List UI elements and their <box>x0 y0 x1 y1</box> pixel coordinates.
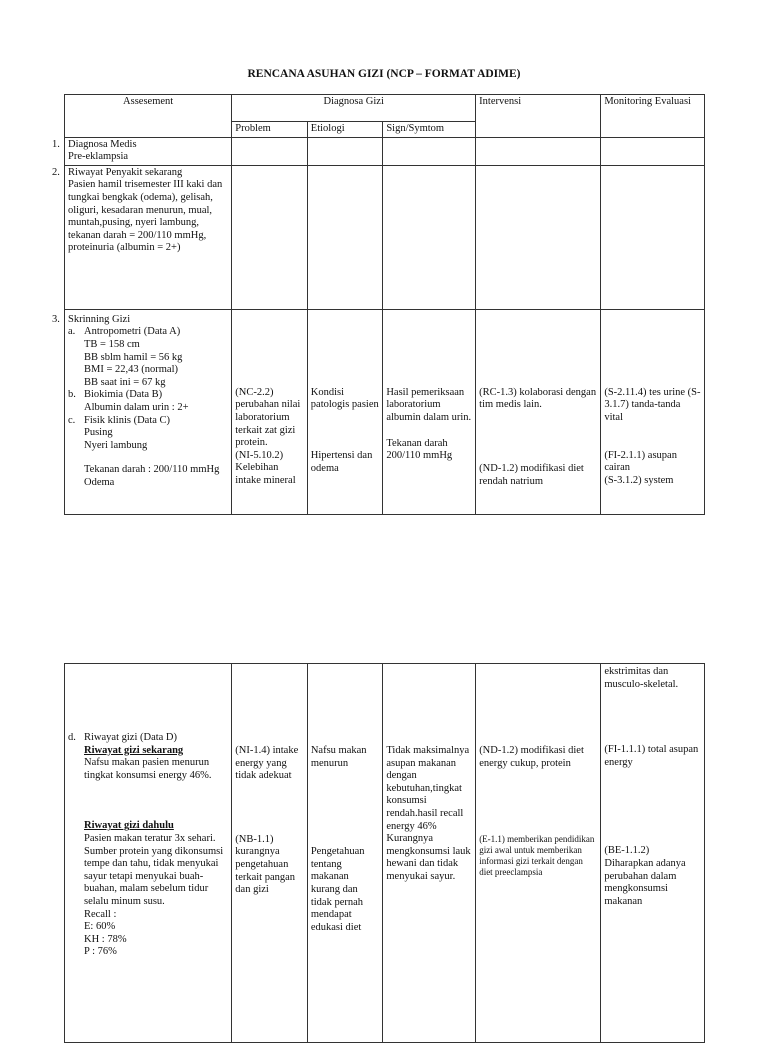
monitoring-cell-d: ekstrimitas dan musculo-skeletal. (FI-1.1.1) total asupan energy (BE-1.1.2) Diharapkan adanya perubahan dalam mengkonsumsi makanan <box>601 664 705 1043</box>
intervensi-cell-d: (ND-1.2) modifikasi diet energy cukup, protein (E-1.1) memberikan pendidikan gizi awal untuk memberikan informasi gizi terkait dengan diet preeclampsia <box>476 664 601 1043</box>
riwayat-dahulu-heading: Riwayat gizi dahulu <box>84 820 174 832</box>
header-assessment: Assesement <box>65 95 232 138</box>
etiologi-cell-3: Kondisi patologis pasien Hipertensi dan odema <box>307 309 383 514</box>
row-riwayat-penyakit: 2. Riwayat Penyakit sekarang Pasien hamil trisemester III kaki dan tungkai bengkak (odema), gelisah, oliguri, kesadaran menurun, mual, muntah,pusing, nyeri lambung, tekanan darah = 200/110 mmHg, proteinuria (albumin = 2+) <box>65 165 232 309</box>
adime-table-page1 <box>52 94 705 515</box>
assessment-cell-riwayat-gizi: d. Riwayat gizi (Data D) Riwayat gizi sekarang Nafsu makan pasien menurun tingkat konsumsi energy 46%. Riwayat gizi dahulu Pasien makan teratur 3x sehari. Sumber protein yang dikonsumsi tempe dan tahu, tidak menyukai sayur tetapi menyukai buah-buahan, malam sebelum tidur selalu minum susu. Recall : E: 60% KH : 78% P : 76% <box>65 664 232 1043</box>
row-skrinning-gizi: 3. Skrinning Gizi a. Antropometri (Data A) TB = 158 cm BB sblm hamil = 56 kg BMI = 22,43 (normal) BB saat ini = 67 kg b. Biokimia (Data B) Albumin dalam urin : 2+ c. Fisik klinis (Data C) Pusing Nyeri lambung Tekanan darah : 200/110 mmHg Odema <box>65 309 232 514</box>
riwayat-sekarang-heading: Riwayat gizi sekarang <box>84 744 184 756</box>
monitoring-cell-3: (S-2.11.4) tes urine (S-3.1.7) tanda-tanda vital (FI-2.1.1) asupan cairan (S-3.1.2) system <box>601 309 705 514</box>
header-intervensi: Intervensi <box>476 95 601 138</box>
sign-cell-d: Tidak maksimalnya asupan makanan dengan kebutuhan,tingkat konsumsi rendah.hasil recall energy 46% Kurangnya mengkonsumsi lauk hewani dan tidak menyukai sayur. <box>383 664 476 1043</box>
intervensi-cell-3: (RC-1.3) kolaborasi dengan tim medis lain. (ND-1.2) modifikasi diet rendah natrium <box>476 309 601 514</box>
header-etiologi: Etiologi <box>307 122 383 138</box>
adime-table-page2 <box>64 663 705 1043</box>
header-problem: Problem <box>232 122 308 138</box>
header-monitoring: Monitoring Evaluasi <box>601 95 705 138</box>
header-diagnosa: Diagnosa Gizi <box>232 95 476 122</box>
etiologi-cell-d: Nafsu makan menurun Pengetahuan tentang makanan kurang dan tidak pernah mendapat edukasi diet <box>307 664 383 1043</box>
sign-cell-3: Hasil pemeriksaan laboratorium albumin dalam urin. Tekanan darah 200/110 mmHg <box>383 309 476 514</box>
row-diagnosa-medis: 1. Diagnosa Medis Pre-eklampsia <box>65 137 232 165</box>
header-sign: Sign/Symtom <box>383 122 476 138</box>
problem-cell-3: (NC-2.2) perubahan nilai laboratorium terkait zat gizi protein. (NI-5.10.2) Kelebihan intake mineral <box>232 309 308 514</box>
document-title: RENCANA ASUHAN GIZI (NCP – FORMAT ADIME) <box>247 68 521 80</box>
problem-cell-d: (NI-1.4) intake energy yang tidak adekuat (NB-1.1) kurangnya pengetahuan terkait pangan dan gizi <box>232 664 308 1043</box>
